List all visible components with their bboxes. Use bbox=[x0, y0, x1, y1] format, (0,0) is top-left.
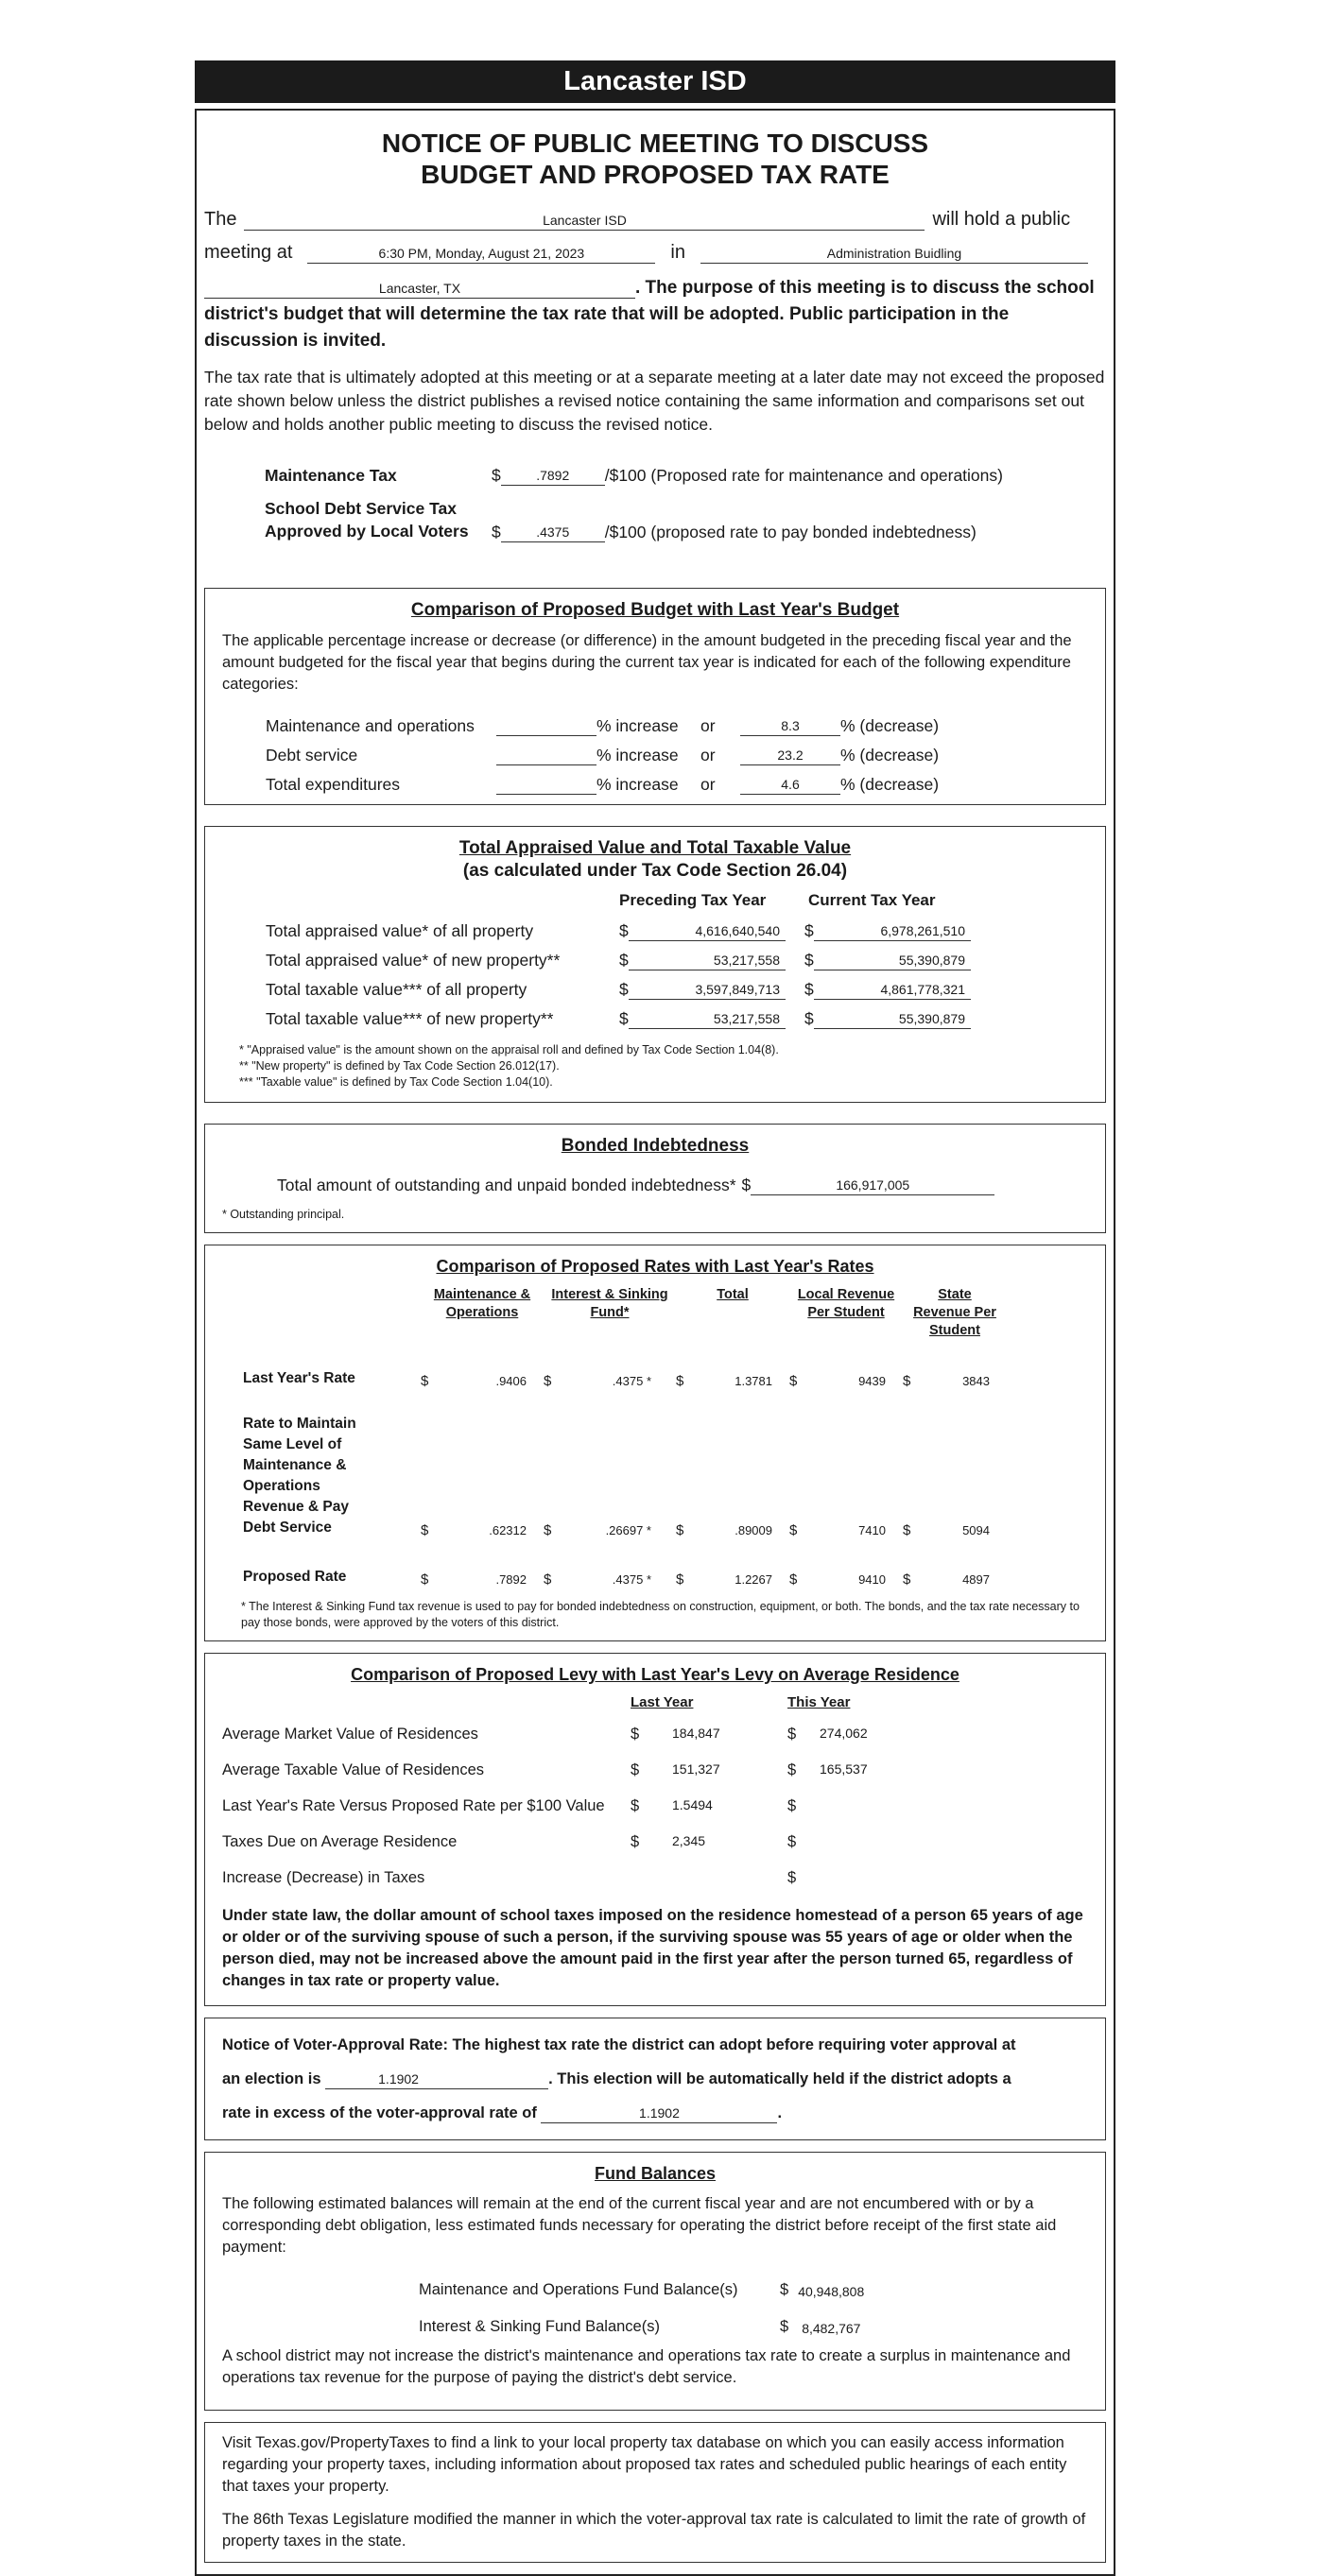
dollar-sign: $ bbox=[492, 466, 501, 485]
last-year-value: 1.5494 bbox=[672, 1796, 713, 1812]
this-year-cell bbox=[787, 1833, 820, 1851]
dollar-sign: $ bbox=[676, 1522, 684, 1538]
preceding-year-value: 4,616,640,540 bbox=[629, 922, 786, 941]
maintenance-tax-row bbox=[265, 455, 1106, 486]
senior-law-text: Under state law, the dollar amount of school taxes imposed on the residence homestead of a person 65 years of age or older or of the surviving spouse of such a person, if the surviving spouse was 55 years of age or older when the person died, may not be increased above the amount paid in the first year after the person turned 65, regardless of changes in tax rate or property value. bbox=[222, 1907, 1083, 1989]
rates-title: Comparison of Proposed Rates with Last Year's Rates bbox=[436, 1257, 874, 1276]
this-year-cell bbox=[787, 1869, 820, 1887]
appraised-rows bbox=[222, 912, 1088, 1029]
rates-cell bbox=[903, 1373, 1007, 1389]
dollar-sign: $ bbox=[789, 1522, 798, 1538]
dollar-sign: $ bbox=[421, 1571, 429, 1588]
bonded-title: Bonded Indebtedness bbox=[561, 1136, 750, 1156]
rates-cell bbox=[789, 1571, 903, 1588]
dollar-sign: $ bbox=[676, 1373, 684, 1389]
debt-tax-desc: /$100 (proposed rate to pay bonded indebtedness) bbox=[604, 523, 977, 541]
rates-cell bbox=[421, 1571, 544, 1588]
meeting-place-field: Administration Buidling bbox=[700, 245, 1088, 264]
decrease-label: % (decrease) bbox=[840, 746, 940, 764]
purpose-statement: . The purpose of this meeting is to discuss the school district's budget that will determine the tax rate that will be adopted. Public participation in the discussion is invited. bbox=[204, 278, 1095, 351]
increase-label: % increase bbox=[596, 775, 679, 794]
mo-fund-row bbox=[419, 2270, 1088, 2299]
this-year-value: 165,537 bbox=[820, 1760, 868, 1777]
preceding-year-header: Preceding Tax Year bbox=[619, 891, 767, 909]
voter-approval-rate: 1.1902 bbox=[325, 2070, 548, 2089]
levy-title: Comparison of Proposed Levy with Last Year's Levy on Average Residence bbox=[351, 1665, 959, 1684]
voter-text-2: an election is bbox=[222, 2070, 321, 2087]
dollar-sign: $ bbox=[804, 980, 814, 999]
appraised-row bbox=[266, 970, 1088, 1000]
appraised-row-label: Total taxable value*** of all property bbox=[266, 980, 527, 999]
fund-note: A school district may not increase the district's maintenance and operations tax rate to create a surplus in maintenance and operations tax revenue for the purpose of paying the district's debt service. bbox=[222, 2347, 1071, 2386]
rates-table bbox=[222, 1286, 1088, 1588]
dollar-sign: $ bbox=[741, 1176, 752, 1194]
dollar-sign: $ bbox=[631, 1832, 640, 1850]
budget-comparison-text: The applicable percentage increase or decrease (or difference) in the amount budgeted in the preceding fiscal year and the amount budgeted for the fiscal year that begins during the current tax year is indicated for each of the following expenditure categories: bbox=[222, 632, 1072, 693]
dollar-sign: $ bbox=[631, 1725, 640, 1743]
tax-rates bbox=[265, 455, 1106, 542]
dollar-sign: $ bbox=[544, 1522, 552, 1538]
appraised-subtitle: (as calculated under Tax Code Section 26.04) bbox=[462, 861, 848, 881]
dollar-sign: $ bbox=[787, 1760, 797, 1778]
last-year-cell bbox=[631, 1726, 787, 1743]
appraised-title: Total Appraised Value and Total Taxable Value bbox=[458, 838, 852, 858]
maintenance-tax-value: .7892 bbox=[501, 467, 605, 486]
is-fund-row bbox=[419, 2307, 1088, 2336]
or-label: or bbox=[700, 716, 716, 735]
levy-row bbox=[222, 1824, 1088, 1860]
rates-value: .7892 bbox=[495, 1572, 527, 1587]
footer-box bbox=[204, 2422, 1106, 2563]
last-year-value: 184,847 bbox=[672, 1725, 720, 1741]
dollar-sign: $ bbox=[619, 921, 629, 940]
appraised-note-2: ** "New property" is defined by Tax Code Section 26.012(17). bbox=[239, 1059, 560, 1073]
appraised-note-3: *** "Taxable value" is defined by Tax Code Section 1.04(10). bbox=[239, 1075, 553, 1089]
dollar-sign: $ bbox=[789, 1373, 798, 1389]
levy-row bbox=[222, 1752, 1088, 1788]
voter-text-1: Notice of Voter-Approval Rate: The highest tax rate the district can adopt before requiring voter approval at bbox=[222, 2036, 1016, 2053]
increase-field bbox=[496, 793, 596, 795]
appraised-row-label: Total taxable value*** of new property** bbox=[266, 1009, 554, 1028]
fund-text: The following estimated balances will remain at the end of the current fiscal year and are not encumbered with or by a corresponding debt obligation, less estimated funds necessary for operating the district before receipt of the first state aid payment: bbox=[222, 2195, 1057, 2256]
or-label: or bbox=[700, 775, 716, 794]
last-year-cell bbox=[631, 1761, 787, 1779]
fund-balances-box bbox=[204, 2152, 1106, 2411]
dollar-sign: $ bbox=[787, 1868, 797, 1886]
mo-fund-value: 40,948,808 bbox=[798, 2284, 865, 2299]
title-line-1: NOTICE OF PUBLIC MEETING TO DISCUSS bbox=[381, 129, 929, 158]
levy-row-label: Taxes Due on Average Residence bbox=[222, 1832, 458, 1850]
title-line-2: BUDGET AND PROPOSED TAX RATE bbox=[421, 160, 890, 189]
rates-cell bbox=[676, 1522, 789, 1538]
decrease-value: 4.6 bbox=[740, 776, 840, 795]
rates-note: * The Interest & Sinking Fund tax revenue is used to pay for bonded indebtedness on construction, equipment, or both. The bonds, and the tax rate necessary to pay those bonds, were approved by the voters of this district. bbox=[241, 1600, 1080, 1629]
budget-rows bbox=[222, 707, 1088, 795]
levy-comparison-box bbox=[204, 1653, 1106, 2006]
appraised-row bbox=[266, 1000, 1088, 1029]
intro-will-hold: will hold a public bbox=[932, 209, 1071, 230]
city-field: Lancaster, TX bbox=[204, 280, 635, 299]
decrease-label: % (decrease) bbox=[840, 716, 940, 735]
levy-row-label: Average Taxable Value of Residences bbox=[222, 1760, 485, 1778]
increase-field bbox=[496, 764, 596, 765]
rates-value: .9406 bbox=[495, 1374, 527, 1388]
dollar-sign: $ bbox=[787, 1725, 797, 1743]
notice-page bbox=[195, 60, 1115, 2576]
appraised-row bbox=[266, 941, 1088, 970]
footer-paragraph-2: The 86th Texas Legislature modified the manner in which the voter-approval tax rate is calculated to limit the rate of growth of property taxes in the state. bbox=[222, 2511, 1086, 2550]
current-year-value: 55,390,879 bbox=[814, 952, 971, 970]
decrease-label: % (decrease) bbox=[840, 775, 940, 794]
dollar-sign: $ bbox=[780, 2281, 789, 2298]
appraised-row-label: Total appraised value* of new property** bbox=[266, 951, 561, 970]
notice-frame bbox=[195, 109, 1115, 2576]
increase-label: % increase bbox=[596, 716, 679, 735]
dollar-sign: $ bbox=[780, 2318, 789, 2335]
last-year-header: Last Year bbox=[631, 1694, 694, 1710]
rates-row-label: Rate to Maintain Same Level of Maintenance & Operations Revenue & Pay Debt Service bbox=[243, 1416, 356, 1536]
appraised-note-1: * "Appraised value" is the amount shown on the appraisal roll and defined by Tax Code Section 1.04(8). bbox=[239, 1043, 779, 1056]
decrease-value: 23.2 bbox=[740, 747, 840, 765]
voter-period: . bbox=[777, 2104, 783, 2121]
rates-value: 5094 bbox=[962, 1523, 990, 1537]
dollar-sign: $ bbox=[804, 921, 814, 940]
dollar-sign: $ bbox=[544, 1571, 552, 1588]
rates-column-header: Maintenance & Operations bbox=[433, 1287, 531, 1320]
this-year-header: This Year bbox=[787, 1694, 851, 1710]
voter-text-4: rate in excess of the voter-approval rate of bbox=[222, 2104, 537, 2121]
rates-header-spacer bbox=[222, 1286, 421, 1340]
appraised-notes bbox=[239, 1042, 1088, 1091]
rates-value: 1.3781 bbox=[735, 1374, 772, 1388]
rates-value: 4897 bbox=[962, 1572, 990, 1587]
or-label: or bbox=[700, 746, 716, 764]
voter-approval-rate-2: 1.1902 bbox=[541, 2104, 777, 2123]
last-year-cell bbox=[631, 1833, 787, 1851]
levy-row bbox=[222, 1860, 1088, 1896]
this-year-cell bbox=[787, 1761, 868, 1779]
dollar-sign: $ bbox=[676, 1571, 684, 1588]
increase-label: % increase bbox=[596, 746, 679, 764]
dollar-sign: $ bbox=[421, 1373, 429, 1389]
last-year-value: 2,345 bbox=[672, 1832, 706, 1848]
rates-value: 1.2267 bbox=[735, 1572, 772, 1587]
purpose-text bbox=[204, 275, 1106, 354]
debt-tax-value: .4375 bbox=[501, 524, 605, 542]
dollar-sign: $ bbox=[619, 1009, 629, 1028]
bonded-indebtedness-box bbox=[204, 1124, 1106, 1233]
current-year-value: 6,978,261,510 bbox=[814, 922, 971, 941]
levy-row-label: Last Year's Rate Versus Proposed Rate per $100 Value bbox=[222, 1796, 605, 1814]
levy-row-label: Average Market Value of Residences bbox=[222, 1725, 478, 1743]
intro-meeting-at: meeting at bbox=[204, 242, 293, 263]
current-year-header: Current Tax Year bbox=[808, 891, 936, 909]
dollar-sign: $ bbox=[804, 951, 814, 970]
rates-cell bbox=[544, 1522, 676, 1538]
debt-tax-row bbox=[265, 497, 1106, 542]
dollar-sign: $ bbox=[903, 1522, 911, 1538]
footer-paragraph-1: Visit Texas.gov/PropertyTaxes to find a link to your local property tax database on which you can easily access information regarding your property taxes, including information about proposed tax rates and scheduled public hearings of each entity that taxes your property. bbox=[222, 2434, 1067, 2495]
maintenance-tax-label: Maintenance Tax bbox=[265, 466, 397, 485]
meeting-time-field: 6:30 PM, Monday, August 21, 2023 bbox=[307, 245, 655, 264]
levy-rows bbox=[222, 1716, 1088, 1896]
this-year-cell bbox=[787, 1726, 868, 1743]
voter-line-3 bbox=[222, 2096, 1088, 2130]
rates-cell bbox=[421, 1522, 544, 1538]
rate-paragraph: The tax rate that is ultimately adopted at this meeting or at a separate meeting at a later date may not exceed the proposed rate shown below unless the district publishes a revised notice containing the same information and comparisons set out below and holds another public meeting to discuss the revised notice. bbox=[204, 368, 1105, 434]
preceding-year-value: 53,217,558 bbox=[629, 1010, 786, 1029]
dollar-sign: $ bbox=[789, 1571, 798, 1588]
budget-comparison-title: Comparison of Proposed Budget with Last Year's Budget bbox=[410, 600, 900, 620]
rates-column-header: State Revenue Per Student bbox=[913, 1287, 996, 1338]
current-year-value: 4,861,778,321 bbox=[814, 981, 971, 1000]
levy-headers bbox=[222, 1694, 1088, 1710]
levy-row-label: Increase (Decrease) in Taxes bbox=[222, 1868, 425, 1886]
voter-text-3: . This election will be automatically held if the district adopts a bbox=[548, 2070, 1011, 2087]
rates-value: .4375 * bbox=[612, 1572, 651, 1587]
rates-value: 3843 bbox=[962, 1374, 990, 1388]
rates-comparison-box bbox=[204, 1245, 1106, 1641]
dollar-sign: $ bbox=[787, 1796, 797, 1814]
appraised-value-box bbox=[204, 826, 1106, 1103]
appraised-row bbox=[266, 912, 1088, 941]
budget-row bbox=[266, 736, 1088, 765]
debt-tax-label-1: School Debt Service Tax bbox=[265, 499, 457, 518]
bonded-row bbox=[277, 1166, 1088, 1195]
levy-row bbox=[222, 1788, 1088, 1824]
fund-title: Fund Balances bbox=[594, 2164, 717, 2183]
rates-value: .4375 * bbox=[612, 1374, 651, 1388]
dollar-sign: $ bbox=[804, 1009, 814, 1028]
this-year-value: 274,062 bbox=[820, 1725, 868, 1741]
dollar-sign: $ bbox=[619, 951, 629, 970]
rates-cell bbox=[789, 1373, 903, 1389]
rates-column-header: Local Revenue Per Student bbox=[797, 1287, 895, 1320]
intro-the: The bbox=[204, 209, 237, 230]
notice-title bbox=[204, 128, 1106, 190]
rates-row-label: Last Year's Rate bbox=[243, 1370, 355, 1386]
appraised-row-label: Total appraised value* of all property bbox=[266, 921, 534, 940]
debt-tax-label bbox=[265, 497, 492, 542]
dollar-sign: $ bbox=[787, 1832, 797, 1850]
budget-comparison-box bbox=[204, 588, 1106, 805]
rates-cell bbox=[544, 1373, 676, 1389]
district-banner: Lancaster ISD bbox=[195, 60, 1115, 103]
appraised-headers bbox=[222, 891, 1088, 910]
debt-tax-label-2: Approved by Local Voters bbox=[265, 522, 469, 541]
rates-value: 9439 bbox=[858, 1374, 886, 1388]
levy-row bbox=[222, 1716, 1088, 1752]
mo-fund-label: Maintenance and Operations Fund Balance(s) bbox=[419, 2281, 738, 2298]
rates-cell bbox=[676, 1571, 789, 1588]
dollar-sign: $ bbox=[492, 523, 501, 541]
dollar-sign: $ bbox=[631, 1796, 640, 1814]
rates-cell bbox=[421, 1373, 544, 1389]
intro-in: in bbox=[670, 242, 685, 263]
current-year-value: 55,390,879 bbox=[814, 1010, 971, 1029]
dollar-sign: $ bbox=[903, 1373, 911, 1389]
bonded-value: 166,917,005 bbox=[751, 1176, 994, 1195]
dollar-sign: $ bbox=[544, 1373, 552, 1389]
rates-cell bbox=[789, 1522, 903, 1538]
rates-value: 7410 bbox=[858, 1523, 886, 1537]
voter-line-2 bbox=[222, 2062, 1088, 2096]
district-name-field: Lancaster ISD bbox=[244, 212, 925, 231]
budget-row bbox=[266, 765, 1088, 795]
rates-value: 9410 bbox=[858, 1572, 886, 1587]
budget-category-label: Maintenance and operations bbox=[266, 716, 475, 735]
budget-category-label: Debt service bbox=[266, 746, 358, 764]
maintenance-tax-desc: /$100 (Proposed rate for maintenance and operations) bbox=[604, 466, 1003, 485]
last-year-cell bbox=[631, 1797, 787, 1815]
budget-row bbox=[266, 707, 1088, 736]
is-fund-value: 8,482,767 bbox=[802, 2321, 861, 2336]
is-fund-label: Interest & Sinking Fund Balance(s) bbox=[419, 2318, 660, 2335]
rates-cell bbox=[676, 1373, 789, 1389]
dollar-sign: $ bbox=[631, 1760, 640, 1778]
rates-value: .89009 bbox=[735, 1523, 772, 1537]
rates-cell bbox=[544, 1571, 676, 1588]
rates-value: .62312 bbox=[489, 1523, 527, 1537]
this-year-cell bbox=[787, 1797, 820, 1815]
dollar-sign: $ bbox=[421, 1522, 429, 1538]
bonded-label: Total amount of outstanding and unpaid bonded indebtedness* bbox=[277, 1176, 736, 1194]
intro-line-1 bbox=[204, 209, 1106, 231]
rates-column-header: Total bbox=[717, 1287, 749, 1302]
rates-column-header: Interest & Sinking Fund* bbox=[551, 1287, 668, 1320]
dollar-sign: $ bbox=[619, 980, 629, 999]
rates-cell bbox=[903, 1571, 1007, 1588]
dollar-sign: $ bbox=[903, 1571, 911, 1588]
preceding-year-value: 53,217,558 bbox=[629, 952, 786, 970]
increase-field bbox=[496, 734, 596, 736]
voter-approval-box bbox=[204, 2018, 1106, 2140]
bonded-note: * Outstanding principal. bbox=[222, 1208, 345, 1221]
intro-line-2 bbox=[204, 242, 1106, 264]
budget-category-label: Total expenditures bbox=[266, 775, 401, 794]
rates-cell bbox=[903, 1522, 1007, 1538]
decrease-value: 8.3 bbox=[740, 717, 840, 736]
rates-value: .26697 * bbox=[605, 1523, 651, 1537]
preceding-year-value: 3,597,849,713 bbox=[629, 981, 786, 1000]
rates-row-label: Proposed Rate bbox=[243, 1569, 347, 1585]
last-year-value: 151,327 bbox=[672, 1760, 720, 1777]
